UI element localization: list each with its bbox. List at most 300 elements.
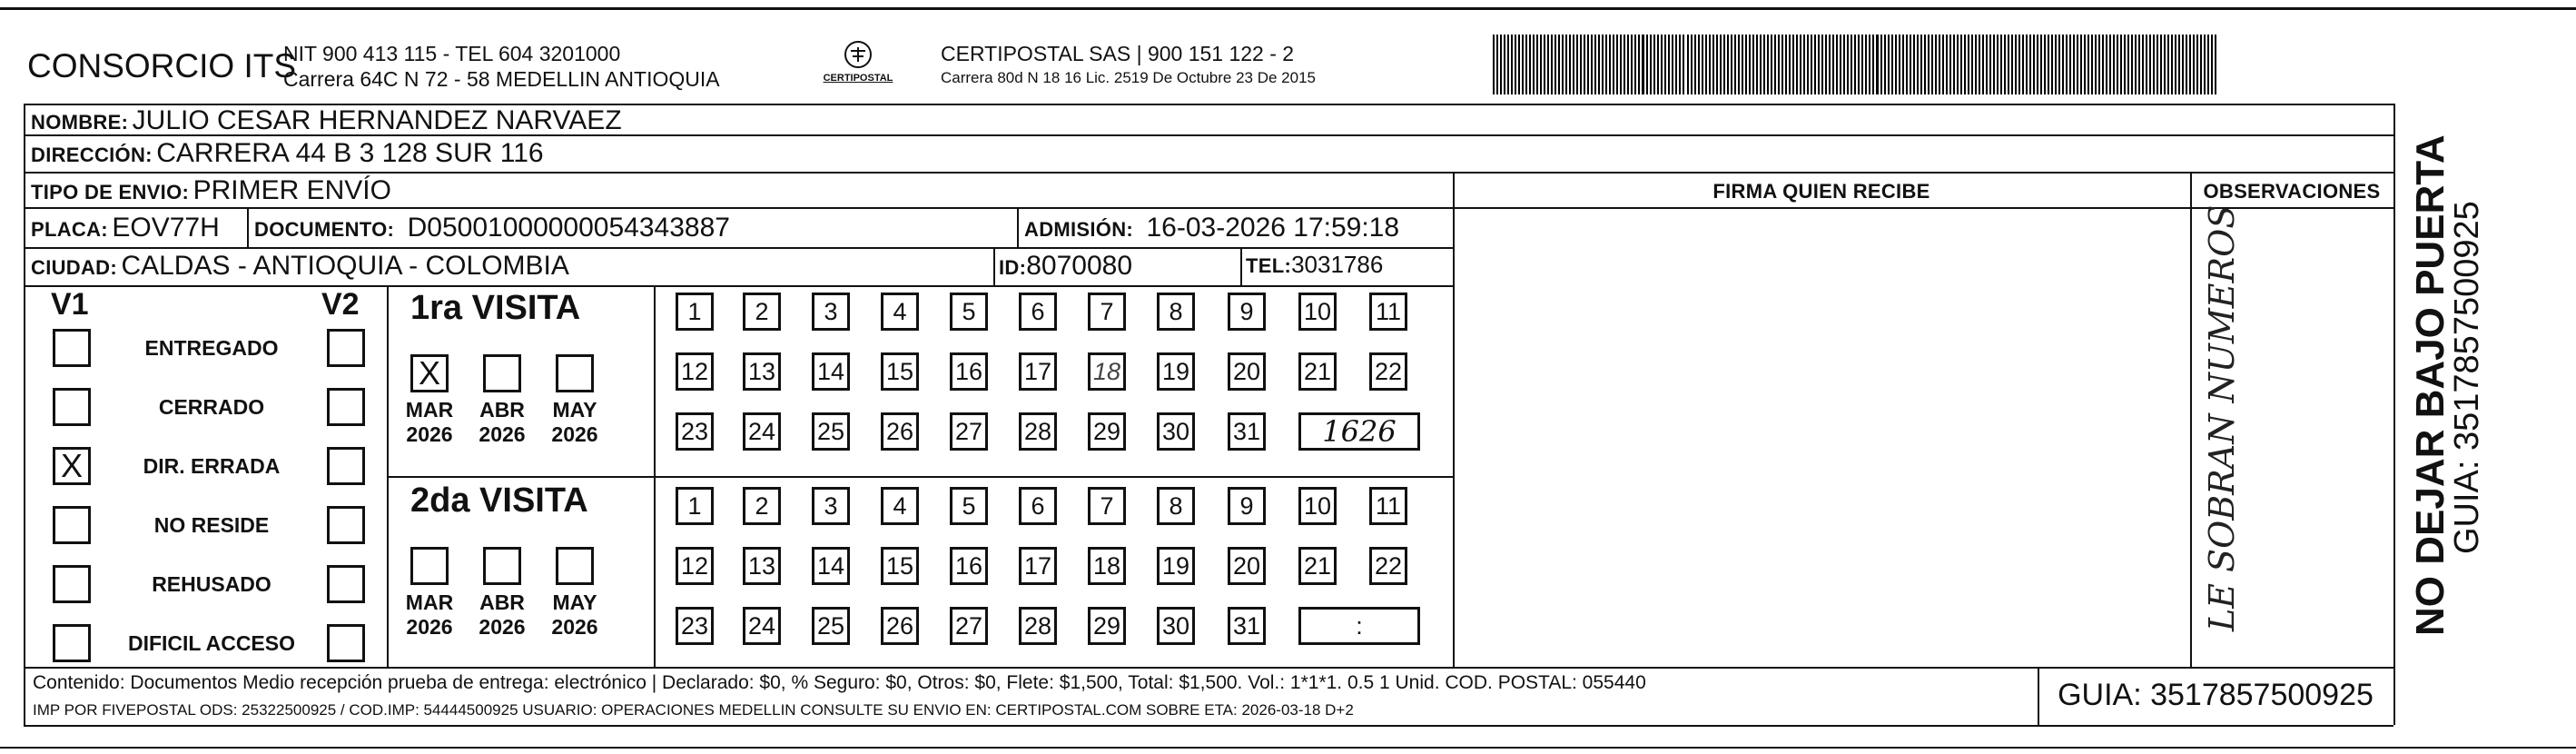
first-visit-day[interactable]: 18 <box>1088 352 1126 391</box>
barcode-bar <box>2204 35 2206 94</box>
month-year: 2026 <box>406 615 453 639</box>
barcode-bar <box>1657 35 1659 94</box>
month-year: 2026 <box>479 615 526 639</box>
ciudad-label: CIUDAD: <box>31 256 117 279</box>
first-visit-day[interactable]: 30 <box>1157 412 1195 451</box>
barcode-bar <box>1811 35 1812 94</box>
barcode-bar <box>1565 35 1567 94</box>
company-address: Carrera 64C N 72 - 58 MEDELLIN ANTIOQUIA <box>283 67 720 91</box>
barcode-bar <box>1774 35 1776 94</box>
v2-checkbox[interactable] <box>327 565 365 603</box>
barcode-bar <box>1554 35 1556 94</box>
barcode-bar <box>1928 35 1930 94</box>
barcode-bar <box>2215 35 2216 94</box>
month-label <box>398 398 461 447</box>
second-visit-day[interactable]: 29 <box>1088 607 1126 645</box>
barcode-bar <box>2087 35 2089 94</box>
tel-value: 3031786 <box>1291 251 1384 278</box>
barcode-bar <box>2011 35 2013 94</box>
second-visit-day[interactable]: 12 <box>676 547 714 585</box>
barcode-bar <box>1781 35 1783 94</box>
second-visit-day[interactable]: 10 <box>1298 487 1337 525</box>
barcode-bar <box>2178 35 2180 94</box>
first-visit-day[interactable]: 11 <box>1369 293 1407 331</box>
v2-checkbox[interactable] <box>327 506 365 544</box>
barcode-bar <box>2066 35 2068 94</box>
barcode-bar <box>1807 35 1809 94</box>
placa-row <box>31 213 220 243</box>
first-visit-day[interactable]: 29 <box>1088 412 1126 451</box>
second-visit-month-checkbox[interactable] <box>556 547 594 585</box>
barcode-bar <box>1986 35 1988 94</box>
logo-text: CERTIPOSTAL <box>823 73 893 84</box>
first-visit-day[interactable]: 9 <box>1228 293 1266 331</box>
barcode-bar <box>2062 35 2064 94</box>
first-visit-day[interactable]: 25 <box>812 412 850 451</box>
barcode-bar <box>2167 35 2169 94</box>
barcode-bar <box>1712 35 1714 94</box>
barcode-bar <box>1939 35 1940 94</box>
first-visit-day[interactable]: 1 <box>676 293 714 331</box>
barcode-bar <box>1504 35 1505 94</box>
barcode-bar <box>2044 35 2046 94</box>
second-visit-day[interactable]: 26 <box>881 607 919 645</box>
tel-label: TEL: <box>1246 254 1292 277</box>
id-divider <box>993 247 995 285</box>
barcode-bar <box>1569 35 1571 94</box>
barcode-bar <box>1869 35 1870 94</box>
barcode-bar <box>1836 35 1838 94</box>
barcode-bar <box>1880 35 1882 94</box>
second-visit-day[interactable]: 23 <box>676 607 714 645</box>
first-visit-day[interactable]: 21 <box>1298 352 1337 391</box>
first-visit-day[interactable]: 12 <box>676 352 714 391</box>
company-name: CONSORCIO ITS <box>27 47 297 84</box>
second-visit-day[interactable]: 3 <box>812 487 850 525</box>
barcode-bar <box>2033 35 2035 94</box>
id-value: 8070080 <box>1026 251 1133 281</box>
barcode-bar <box>1668 35 1670 94</box>
carrier-address: Carrera 80d N 18 16 Lic. 2519 De Octubre 23 De 2015 <box>941 69 1316 86</box>
barcode-bar <box>1576 35 1578 94</box>
footer-bottom-line <box>24 725 2393 727</box>
first-visit-day[interactable]: 22 <box>1369 352 1407 391</box>
barcode-bar <box>1814 35 1816 94</box>
tipo-label: TIPO DE ENVIO: <box>31 181 190 203</box>
first-visit-day[interactable]: 19 <box>1157 352 1195 391</box>
barcode-bar <box>1734 35 1736 94</box>
barcode-bar <box>1627 35 1629 94</box>
barcode-bar <box>1906 35 1908 94</box>
barcode-bar <box>2000 35 2002 94</box>
barcode-bar <box>2120 35 2122 94</box>
month-label <box>470 398 534 447</box>
barcode-bar <box>1691 35 1693 94</box>
barcode-bar <box>1957 35 1959 94</box>
barcode-bar <box>1598 35 1600 94</box>
barcode-bar <box>1752 35 1754 94</box>
barcode <box>1493 35 2219 94</box>
barcode-bar <box>1821 35 1823 94</box>
barcode-bar <box>1854 35 1856 94</box>
tipo-value: PRIMER ENVÍO <box>192 175 391 205</box>
admision-value: 16-03-2026 17:59:18 <box>1146 213 1400 243</box>
second-visit-day[interactable]: 11 <box>1369 487 1407 525</box>
footer-left-line <box>24 667 25 725</box>
firma-left-line <box>1453 172 1455 667</box>
second-visit-day[interactable]: 8 <box>1157 487 1195 525</box>
month-label <box>543 398 607 447</box>
barcode-bar <box>2127 35 2129 94</box>
status-label: ENTREGADO <box>144 336 279 360</box>
barcode-bar <box>1518 35 1520 94</box>
barcode-bar <box>1584 35 1585 94</box>
second-visit-month-checkbox[interactable] <box>410 547 449 585</box>
barcode-bar <box>1920 35 1922 94</box>
barcode-bar <box>2008 35 2009 94</box>
first-visit-time-box[interactable]: 1626 <box>1298 412 1420 451</box>
barcode-bar <box>1796 35 1798 94</box>
month-name: MAR <box>405 398 454 422</box>
barcode-bar <box>2207 35 2209 94</box>
v1-checkbox[interactable] <box>53 565 91 603</box>
first-visit-day[interactable]: 26 <box>881 412 919 451</box>
barcode-bar <box>1847 35 1849 94</box>
barcode-bar <box>2160 35 2162 94</box>
month-year: 2026 <box>406 422 453 446</box>
barcode-bar <box>1913 35 1915 94</box>
direccion-value: CARRERA 44 B 3 128 SUR 116 <box>156 138 544 168</box>
barcode-bar <box>1891 35 1893 94</box>
barcode-bar <box>1884 35 1886 94</box>
barcode-bar <box>1500 35 1502 94</box>
barcode-bar <box>1785 35 1787 94</box>
placa-value: EOV77H <box>112 213 220 243</box>
barcode-bar <box>1664 35 1666 94</box>
barcode-bar <box>1738 35 1740 94</box>
second-visit-time-box[interactable]: : <box>1298 607 1420 645</box>
v1-checkbox[interactable]: X <box>53 447 91 485</box>
footer-contenido: Contenido: Documentos Medio recepción prueba de entrega: electrónico | Declarado: $0, % Seguro: $0, Otros: $0, Flete: $1,500, Total: $1,500. Vol.: 1*1*1. 0.5 1 Unid. COD. POSTAL: 055440 <box>33 672 1646 693</box>
second-visit-day[interactable]: 30 <box>1157 607 1195 645</box>
month-label <box>543 590 607 640</box>
status-label: DIFICIL ACCESO <box>127 631 295 655</box>
documento-row <box>254 213 730 243</box>
first-visit-day[interactable]: 17 <box>1019 352 1057 391</box>
barcode-bar <box>1899 35 1900 94</box>
v2-checkbox[interactable] <box>327 388 365 426</box>
month-label <box>470 590 534 640</box>
barcode-bar <box>1511 35 1513 94</box>
barcode-bar <box>1694 35 1696 94</box>
second-visit-day[interactable]: 21 <box>1298 547 1337 585</box>
barcode-bar <box>1698 35 1700 94</box>
barcode-bar <box>1803 35 1805 94</box>
barcode-bar <box>2142 35 2144 94</box>
barcode-bar <box>1960 35 1962 94</box>
second-visit-day[interactable]: 25 <box>812 607 850 645</box>
v1-checkbox[interactable] <box>53 388 91 426</box>
barcode-bar <box>2055 35 2057 94</box>
barcode-bar <box>1800 35 1801 94</box>
barcode-bar <box>2175 35 2176 94</box>
nombre-label: NOMBRE: <box>31 111 129 134</box>
v2-checkbox[interactable] <box>327 329 365 367</box>
barcode-bar <box>1760 35 1762 94</box>
month-name: ABR <box>479 590 525 614</box>
barcode-bar <box>1638 35 1640 94</box>
barcode-bar <box>1865 35 1867 94</box>
barcode-bar <box>2022 35 2024 94</box>
first-visit-day[interactable]: 14 <box>812 352 850 391</box>
barcode-bar <box>2135 35 2137 94</box>
barcode-bar <box>1953 35 1955 94</box>
barcode-bar <box>2098 35 2100 94</box>
second-visit-day[interactable]: 13 <box>743 547 781 585</box>
row-line <box>24 207 1453 209</box>
tel-row <box>1246 251 1383 279</box>
second-visit-day[interactable]: 27 <box>950 607 988 645</box>
v1-checkbox[interactable] <box>53 329 91 367</box>
second-visit-day[interactable]: 24 <box>743 607 781 645</box>
barcode-bar <box>1624 35 1625 94</box>
barcode-bar <box>1529 35 1531 94</box>
second-visit-day[interactable]: 15 <box>881 547 919 585</box>
barcode-bar <box>1851 35 1852 94</box>
second-visit-day[interactable]: 1 <box>676 487 714 525</box>
second-visit-day[interactable]: 4 <box>881 487 919 525</box>
first-visit-day[interactable]: 5 <box>950 293 988 331</box>
barcode-bar <box>1858 35 1860 94</box>
side-guia: GUIA: 3517857500925 <box>2448 201 2486 554</box>
first-visit-day[interactable]: 23 <box>676 412 714 451</box>
first-visit-day[interactable]: 13 <box>743 352 781 391</box>
month-name: MAY <box>552 590 597 614</box>
barcode-bar <box>2051 35 2053 94</box>
barcode-bar <box>1872 35 1874 94</box>
second-visit-day[interactable]: 14 <box>812 547 850 585</box>
barcode-bar <box>1602 35 1604 94</box>
documento-label: DOCUMENTO: <box>254 218 395 241</box>
admision-divider <box>1017 207 1019 247</box>
barcode-bar <box>2138 35 2140 94</box>
first-visit-day[interactable]: 20 <box>1228 352 1266 391</box>
form-right-line <box>2393 104 2395 667</box>
first-visit-day[interactable]: 4 <box>881 293 919 331</box>
barcode-bar <box>2037 35 2038 94</box>
barcode-bar <box>1756 35 1758 94</box>
second-visit-day[interactable]: 17 <box>1019 547 1057 585</box>
v1-label: V1 <box>51 287 89 322</box>
id-label: ID: <box>999 256 1027 279</box>
barcode-bar <box>1551 35 1553 94</box>
barcode-bar <box>2196 35 2198 94</box>
barcode-bar <box>1650 35 1652 94</box>
barcode-bar <box>1825 35 1827 94</box>
placa-label: PLACA: <box>31 218 108 241</box>
v1-checkbox[interactable] <box>53 506 91 544</box>
first-visit-title: 1ra VISITA <box>410 289 581 327</box>
tipo-row <box>31 175 391 206</box>
first-visit-day[interactable]: 27 <box>950 412 988 451</box>
v2-checkbox[interactable] <box>327 624 365 662</box>
barcode-bar <box>2018 35 2020 94</box>
footer-imp: IMP POR FIVEPOSTAL ODS: 25322500925 / COD.IMP: 54444500925 USUARIO: OPERACIONES MEDELLIN CONSULTE SU ENVIO EN: CERTIPOSTAL.COM SOBRE ETA: 2026-03-18 D+2 <box>33 701 1354 719</box>
observation-handwriting: LE SOBRAN NUMEROS <box>2202 204 2242 631</box>
first-visit-day[interactable]: 24 <box>743 412 781 451</box>
barcode-bar <box>1982 35 1984 94</box>
first-visit-day[interactable]: 15 <box>881 352 919 391</box>
barcode-bar <box>2102 35 2104 94</box>
ciudad-row <box>31 251 569 282</box>
barcode-bar <box>1931 35 1933 94</box>
barcode-bar <box>2084 35 2086 94</box>
barcode-bar <box>1705 35 1707 94</box>
first-visit-month-checkbox[interactable]: X <box>410 354 449 392</box>
barcode-bar <box>2095 35 2097 94</box>
v2-label: V2 <box>321 287 360 322</box>
obs-left-line <box>2190 172 2192 667</box>
barcode-bar <box>1778 35 1780 94</box>
barcode-bar <box>1634 35 1636 94</box>
barcode-bar <box>1731 35 1732 94</box>
barcode-bar <box>1525 35 1527 94</box>
second-visit-day[interactable]: 7 <box>1088 487 1126 525</box>
first-visit-day[interactable]: 31 <box>1228 412 1266 451</box>
barcode-bar <box>1620 35 1622 94</box>
first-visit-day[interactable]: 10 <box>1298 293 1337 331</box>
barcode-bar <box>2113 35 2115 94</box>
barcode-bar <box>2080 35 2082 94</box>
first-visit-day[interactable]: 6 <box>1019 293 1057 331</box>
barcode-bar <box>2189 35 2191 94</box>
barcode-bar <box>1997 35 1999 94</box>
second-visit-day[interactable]: 22 <box>1369 547 1407 585</box>
month-name: MAY <box>552 398 597 422</box>
barcode-bar <box>2186 35 2187 94</box>
barcode-bar <box>2149 35 2151 94</box>
barcode-bar <box>1675 35 1677 94</box>
id-row <box>999 251 1132 282</box>
second-visit-day[interactable]: 19 <box>1157 547 1195 585</box>
row-line <box>24 172 2393 174</box>
visit-separator <box>387 476 1453 478</box>
barcode-bar <box>2153 35 2155 94</box>
barcode-bar <box>2164 35 2166 94</box>
month-year: 2026 <box>479 422 526 446</box>
first-visit-day[interactable]: 8 <box>1157 293 1195 331</box>
barcode-bar <box>1533 35 1535 94</box>
barcode-bar <box>1935 35 1937 94</box>
nombre-row <box>31 105 622 136</box>
barcode-bar <box>2091 35 2093 94</box>
second-visit-day[interactable]: 20 <box>1228 547 1266 585</box>
barcode-bar <box>1609 35 1611 94</box>
observaciones-header: OBSERVACIONES <box>2203 180 2381 203</box>
barcode-bar <box>1720 35 1722 94</box>
v1-checkbox[interactable] <box>53 624 91 662</box>
barcode-bar <box>1975 35 1977 94</box>
first-visit-day[interactable]: 2 <box>743 293 781 331</box>
barcode-bar <box>1716 35 1718 94</box>
barcode-bar <box>1540 35 1542 94</box>
second-visit-day[interactable]: 6 <box>1019 487 1057 525</box>
barcode-bar <box>1702 35 1703 94</box>
barcode-bar <box>1493 35 1495 94</box>
barcode-bar <box>1727 35 1729 94</box>
barcode-bar <box>1818 35 1820 94</box>
first-visit-day[interactable]: 28 <box>1019 412 1057 451</box>
barcode-bar <box>1924 35 1926 94</box>
second-visit-month-checkbox[interactable] <box>483 547 521 585</box>
barcode-bar <box>1687 35 1689 94</box>
barcode-bar <box>2073 35 2075 94</box>
barcode-bar <box>2211 35 2213 94</box>
barcode-bar <box>1631 35 1633 94</box>
firma-header: FIRMA QUIEN RECIBE <box>1712 180 1930 203</box>
barcode-bar <box>1616 35 1618 94</box>
barcode-bar <box>2040 35 2042 94</box>
month-year: 2026 <box>551 615 598 639</box>
second-visit-day[interactable]: 31 <box>1228 607 1266 645</box>
barcode-bar <box>1979 35 1980 94</box>
barcode-bar <box>1544 35 1545 94</box>
first-visit-month-checkbox[interactable] <box>483 354 521 392</box>
first-visit-day[interactable]: 16 <box>950 352 988 391</box>
barcode-bar <box>2193 35 2195 94</box>
barcode-bar <box>2182 35 2184 94</box>
second-visit-title: 2da VISITA <box>410 481 588 520</box>
barcode-bar <box>1642 35 1644 94</box>
second-visit-day[interactable]: 28 <box>1019 607 1057 645</box>
barcode-bar <box>1917 35 1919 94</box>
barcode-bar <box>2077 35 2078 94</box>
barcode-bar <box>2058 35 2060 94</box>
direccion-label: DIRECCIÓN: <box>31 144 153 166</box>
barcode-bar <box>1547 35 1549 94</box>
status-label: CERRADO <box>158 395 265 419</box>
form-left-line <box>24 104 25 667</box>
barcode-bar <box>1949 35 1951 94</box>
barcode-bar <box>1767 35 1769 94</box>
barcode-bar <box>2131 35 2133 94</box>
second-visit-day[interactable]: 18 <box>1088 547 1126 585</box>
barcode-bar <box>1843 35 1845 94</box>
barcode-bar <box>2048 35 2049 94</box>
second-visit-day[interactable]: 2 <box>743 487 781 525</box>
barcode-bar <box>1709 35 1711 94</box>
second-visit-day[interactable]: 16 <box>950 547 988 585</box>
barcode-bar <box>1789 35 1791 94</box>
first-visit-day[interactable]: 7 <box>1088 293 1126 331</box>
barcode-bar <box>1613 35 1614 94</box>
barcode-bar <box>2004 35 2006 94</box>
v2-checkbox[interactable] <box>327 447 365 485</box>
first-visit-day[interactable]: 3 <box>812 293 850 331</box>
barcode-bar <box>1742 35 1743 94</box>
row-line <box>1453 207 2393 209</box>
first-visit-month-checkbox[interactable] <box>556 354 594 392</box>
second-visit-day[interactable]: 5 <box>950 487 988 525</box>
barcode-bar <box>2106 35 2107 94</box>
top-border <box>0 7 2576 10</box>
month-name: ABR <box>479 398 525 422</box>
barcode-bar <box>1507 35 1509 94</box>
barcode-bar <box>1580 35 1582 94</box>
second-visit-day[interactable]: 9 <box>1228 487 1266 525</box>
barcode-bar <box>1971 35 1973 94</box>
admision-row <box>1024 213 1399 243</box>
